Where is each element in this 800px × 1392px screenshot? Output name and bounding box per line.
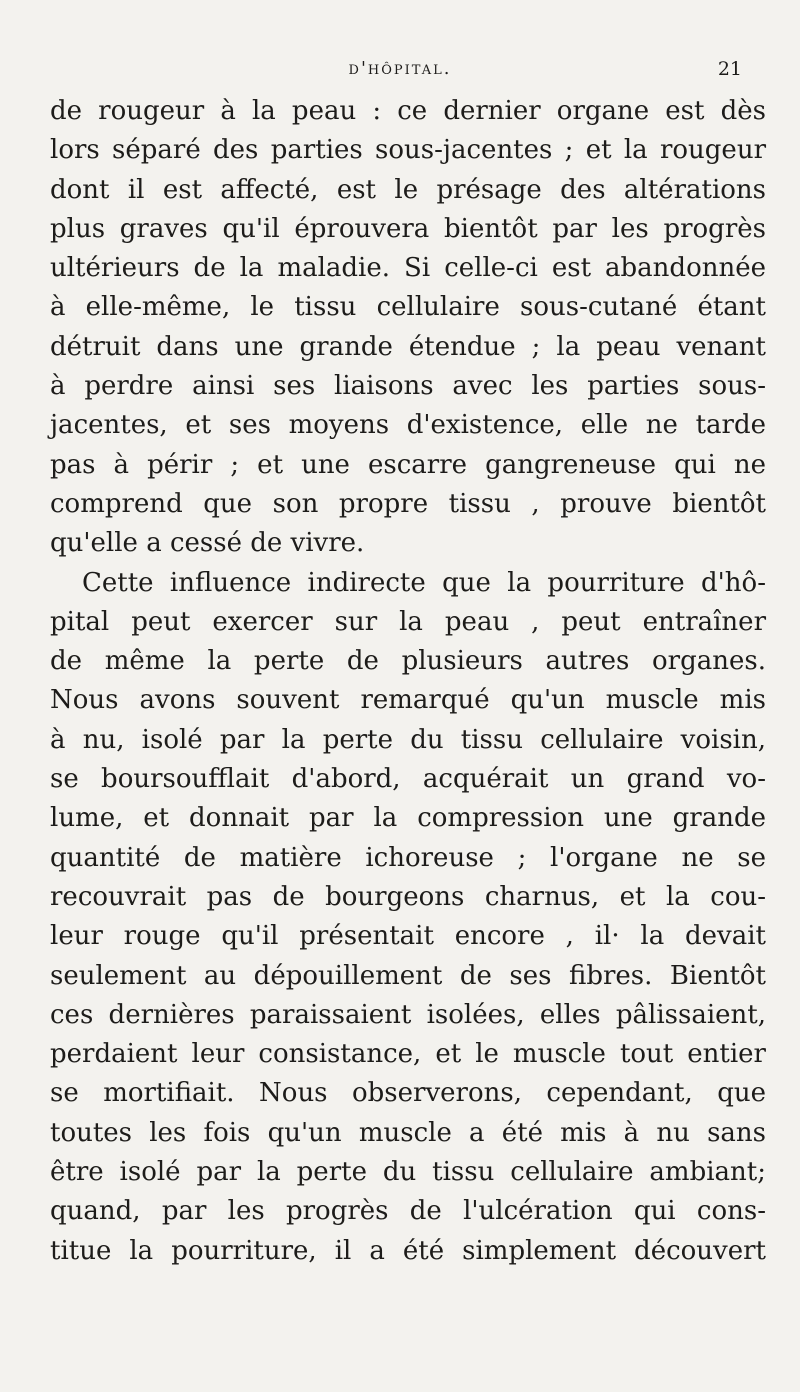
text-line: jacentes, et ses moyens d'existence, elle ne tarde	[50, 410, 766, 441]
running-header	[0, 58, 800, 94]
paragraph-start-line: Cette influence indirecte que la pourriture d'hô-	[82, 567, 766, 598]
text-line: titue la pourriture, il a été simplement découvert	[50, 1235, 766, 1266]
text-line: recouvrait pas de bourgeons charnus, et la cou-	[50, 881, 766, 912]
text-line: Nous avons souvent remarqué qu'un muscle mis	[50, 685, 766, 716]
text-line: être isolé par la perte du tissu cellulaire ambiant;	[50, 1157, 766, 1188]
text-line: ces dernières paraissaient isolées, elles pâlissaient,	[50, 999, 766, 1030]
text-line: se mortifiait. Nous observerons, cependant, que	[50, 1078, 766, 1109]
text-line: toutes les fois qu'un muscle a été mis à nu sans	[50, 1117, 766, 1148]
text-line: ultérieurs de la maladie. Si celle-ci est abandonnée	[50, 253, 766, 284]
text-line: quantité de matière ichoreuse ; l'organe ne se	[50, 842, 766, 873]
text-line: lors séparé des parties sous-jacentes ; et la rougeur	[50, 135, 766, 166]
body-text	[50, 92, 766, 1271]
text-line: de rougeur à la peau : ce dernier organe est dès	[50, 96, 766, 126]
text-line: lume, et donnait par la compression une grande	[50, 803, 766, 834]
text-line: à perdre ainsi ses liaisons avec les parties sous-	[50, 371, 766, 402]
text-line: dont il est affecté, est le présage des altérations	[50, 174, 766, 205]
text-line: à elle-même, le tissu cellulaire sous-cutané étant	[50, 292, 766, 323]
paragraph-end-line: qu'elle a cessé de vivre.	[50, 528, 365, 559]
page-number: 21	[717, 58, 742, 80]
running-title: d'hôpital.	[348, 58, 452, 79]
text-line: comprend que son propre tissu , prouve bientôt	[50, 488, 766, 519]
text-line: de même la perte de plusieurs autres organes.	[50, 646, 766, 677]
text-line: se boursoufflait d'abord, acquérait un grand vo-	[50, 764, 766, 795]
text-line: détruit dans une grande étendue ; la peau venant	[50, 331, 766, 362]
text-line: à nu, isolé par la perte du tissu cellulaire voisin,	[50, 724, 766, 755]
text-line: leur rouge qu'il présentait encore , il· la devait	[50, 921, 766, 952]
text-line: pas à périr ; et une escarre gangreneuse qui ne	[50, 449, 766, 480]
text-line: perdaient leur consistance, et le muscle tout entier	[50, 1039, 766, 1070]
text-line: quand, par les progrès de l'ulcération qui cons-	[50, 1196, 766, 1227]
text-line: seulement au dépouillement de ses fibres. Bientôt	[50, 960, 766, 991]
text-line: plus graves qu'il éprouvera bientôt par les progrès	[50, 213, 766, 244]
text-line: pital peut exercer sur la peau , peut entraîner	[50, 606, 766, 637]
